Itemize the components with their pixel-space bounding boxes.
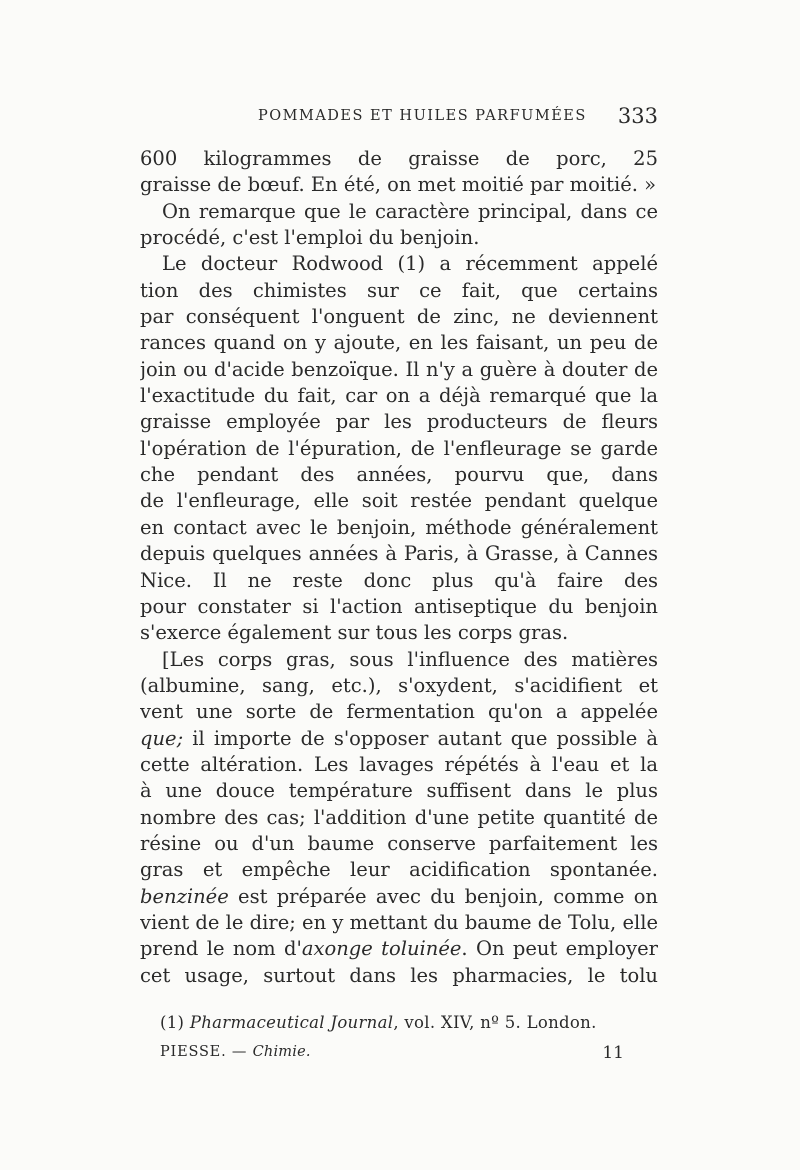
- line-text: Nice. Il ne reste donc plus qu'à faire des: [140, 568, 658, 592]
- text-line: [140, 831, 658, 857]
- line-text: graisse de bœuf. En été, on met moitié par moitié. »: [140, 173, 657, 197]
- line-text: prend le nom d': [140, 937, 302, 961]
- line-text: rances quand on y ajoute, en les faisant, un peu de: [140, 331, 658, 355]
- text-line: [140, 172, 658, 198]
- text-line: [140, 910, 658, 936]
- line-text: [Les corps gras, sous l'influence des matières: [162, 647, 658, 671]
- line-text: résine ou d'un baume conserve parfaitement les: [140, 831, 658, 855]
- running-title: POMMADES ET HUILES PARFUMÉES: [258, 108, 587, 124]
- text-line: [140, 568, 658, 594]
- text-line: [140, 699, 658, 725]
- text-line: [140, 936, 658, 962]
- text-line: [140, 857, 658, 883]
- footnote-rest: , vol. XIV, nº 5. London.: [393, 1013, 597, 1032]
- line-text: pour constater si l'action antiseptique du benjoin: [140, 594, 658, 618]
- line-text: nombre des cas; l'addition d'une petite quantité de: [140, 805, 658, 829]
- text-line: [140, 357, 658, 383]
- text-line: [140, 146, 658, 172]
- text-line: [140, 805, 658, 831]
- signature-footer: [160, 1044, 624, 1068]
- signature-number: 11: [602, 1043, 624, 1063]
- line-text: l'exactitude du fait, car on a déjà remarqué que la: [140, 384, 658, 408]
- text-line: [140, 330, 658, 356]
- line-text: vent une sorte de fermentation qu'on a appelée: [140, 700, 658, 724]
- text-line: [140, 383, 658, 409]
- text-line: [140, 278, 658, 304]
- text-line: [140, 409, 658, 435]
- line-text: gras et empêche leur acidification spontanée.: [140, 858, 658, 882]
- text-line: [140, 436, 658, 462]
- line-text: cette altération. Les lavages répétés à l'eau et la: [140, 752, 658, 776]
- text-line: [140, 673, 658, 699]
- line-text: procédé, c'est l'emploi du benjoin.: [140, 226, 480, 250]
- footer-dash: —: [226, 1044, 253, 1060]
- footer-author: PIESSE.: [160, 1044, 227, 1060]
- text-line: [140, 225, 658, 251]
- line-text: che pendant des années, pourvu que, dans: [140, 463, 658, 487]
- page-number: 333: [617, 104, 658, 128]
- text-line: [140, 963, 658, 989]
- line-text: depuis quelques années à Paris, à Grasse, à Cannes: [140, 542, 658, 566]
- line-text: de l'enfleurage, elle soit restée pendant quelque: [140, 489, 658, 513]
- line-text: Le docteur Rodwood (1) a récemment appelé: [162, 252, 658, 276]
- footnote-journal: Pharmaceutical Journal: [189, 1013, 394, 1032]
- footer-signature: [160, 1044, 311, 1060]
- line-text: join ou d'acide benzoïque. Il n'y a guère à douter de: [140, 357, 658, 381]
- text-line: [140, 199, 658, 225]
- running-header: [140, 104, 658, 134]
- line-text: il importe de s'opposer autant que possible à: [183, 726, 658, 750]
- line-text: l'opération de l'épuration, de l'enfleurage se garde: [140, 436, 658, 460]
- text-line: [140, 752, 658, 778]
- text-line: [140, 462, 658, 488]
- line-text: (albumine, sang, etc.), s'oxydent, s'acidifient et: [140, 673, 658, 697]
- line-text: tion des chimistes sur ce fait, que certains: [140, 278, 658, 302]
- italic-term: que;: [140, 726, 184, 750]
- line-text: est préparée avec du benjoin, comme on: [228, 884, 658, 908]
- text-line: [140, 726, 658, 752]
- italic-term: axonge toluinée: [301, 937, 462, 961]
- text-line: [140, 515, 658, 541]
- line-text: graisse employée par les producteurs de fleurs: [140, 410, 658, 434]
- text-line: [140, 541, 658, 567]
- text-line: [140, 778, 658, 804]
- footnote-marker: (1): [160, 1013, 185, 1032]
- footnote: [160, 1013, 660, 1032]
- italic-term: benzinée: [140, 884, 229, 908]
- text-line: [140, 594, 658, 620]
- body-text: [140, 146, 658, 989]
- text-line: [140, 251, 658, 277]
- line-text: en contact avec le benjoin, méthode généralement: [140, 515, 658, 539]
- text-line: [140, 304, 658, 330]
- line-text: à une douce température suffisent dans le plus: [140, 779, 658, 803]
- line-text: par conséquent l'onguent de zinc, ne deviennent: [140, 305, 658, 329]
- text-line: [140, 647, 658, 673]
- line-text: . On peut employer: [461, 937, 658, 961]
- footer-subject: Chimie.: [252, 1044, 311, 1060]
- line-text: 600 kilogrammes de graisse de porc, 25: [140, 147, 658, 170]
- text-line: [140, 620, 658, 646]
- line-text: vient de le dire; en y mettant du baume de Tolu, elle: [140, 910, 658, 934]
- line-text: On remarque que le caractère principal, dans ce: [162, 199, 658, 223]
- line-text: cet usage, surtout dans les pharmacies, le tolu: [140, 963, 658, 987]
- text-line: [140, 488, 658, 514]
- text-line: [140, 884, 658, 910]
- line-text: s'exerce également sur tous les corps gras.: [140, 621, 569, 645]
